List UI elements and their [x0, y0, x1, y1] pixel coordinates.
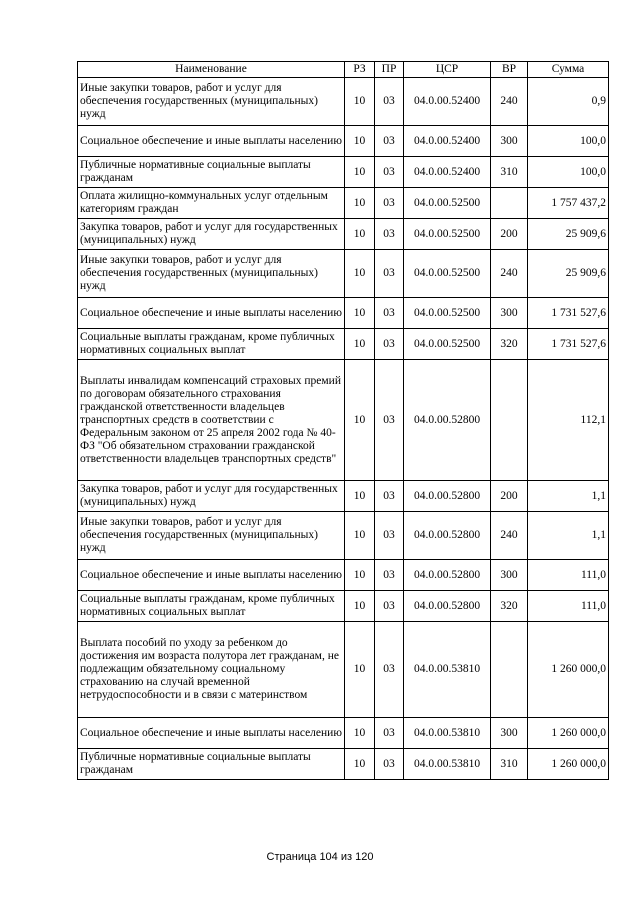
cell-sum: 1 731 527,6 — [528, 329, 609, 360]
cell-sum: 1 731 527,6 — [528, 298, 609, 329]
table-row — [78, 219, 609, 250]
cell-csr: 04.0.00.52500 — [404, 298, 491, 329]
table-row — [78, 250, 609, 298]
cell-sum: 25 909,6 — [528, 250, 609, 298]
cell-rz: 10 — [345, 188, 375, 219]
cell-pr: 03 — [375, 188, 404, 219]
cell-vr: 310 — [491, 749, 528, 780]
cell-csr: 04.0.00.52800 — [404, 591, 491, 622]
table-row — [78, 560, 609, 591]
cell-csr: 04.0.00.53810 — [404, 749, 491, 780]
cell-pr: 03 — [375, 360, 404, 481]
cell-name: Закупка товаров, работ и услуг для государственных (муниципальных) нужд — [78, 481, 345, 512]
cell-rz: 10 — [345, 749, 375, 780]
cell-rz: 10 — [345, 718, 375, 749]
header-rz: РЗ — [345, 62, 375, 78]
cell-rz: 10 — [345, 298, 375, 329]
cell-pr: 03 — [375, 718, 404, 749]
header-vr: ВР — [491, 62, 528, 78]
table-row — [78, 622, 609, 718]
cell-vr: 240 — [491, 512, 528, 560]
cell-csr: 04.0.00.52400 — [404, 157, 491, 188]
cell-csr: 04.0.00.52800 — [404, 560, 491, 591]
cell-vr: 300 — [491, 126, 528, 157]
cell-sum: 100,0 — [528, 126, 609, 157]
cell-rz: 10 — [345, 512, 375, 560]
cell-csr: 04.0.00.52500 — [404, 250, 491, 298]
cell-vr: 300 — [491, 298, 528, 329]
table-row — [78, 481, 609, 512]
header-sum: Сумма — [528, 62, 609, 78]
cell-pr: 03 — [375, 329, 404, 360]
cell-name: Публичные нормативные социальные выплаты гражданам — [78, 749, 345, 780]
cell-name: Выплаты инвалидам компенсаций страховых премий по договорам обязательного страхования гражданской ответственности владельцев транспортных средств в соответствии с Федеральным законом от 25 апреля 2002 года № 40-ФЗ "Об обязательном страховании гражданской ответственности владельцев транспортных средств" — [78, 360, 345, 481]
cell-pr: 03 — [375, 749, 404, 780]
cell-csr: 04.0.00.52800 — [404, 360, 491, 481]
cell-rz: 10 — [345, 219, 375, 250]
cell-rz: 10 — [345, 622, 375, 718]
cell-sum: 111,0 — [528, 560, 609, 591]
cell-rz: 10 — [345, 560, 375, 591]
cell-name: Иные закупки товаров, работ и услуг для обеспечения государственных (муниципальных) нужд — [78, 78, 345, 126]
cell-vr: 300 — [491, 718, 528, 749]
table-row — [78, 157, 609, 188]
cell-pr: 03 — [375, 219, 404, 250]
cell-name: Иные закупки товаров, работ и услуг для обеспечения государственных (муниципальных) нужд — [78, 250, 345, 298]
cell-name: Выплата пособий по уходу за ребенком до достижения им возраста полутора лет гражданам, не подлежащим обязательному социальному страхованию на случай временной нетрудоспособности и в связи с материнством — [78, 622, 345, 718]
page-number: Страница 104 из 120 — [266, 851, 374, 863]
cell-name: Иные закупки товаров, работ и услуг для обеспечения государственных (муниципальных) нужд — [78, 512, 345, 560]
table-row — [78, 126, 609, 157]
header-name: Наименование — [78, 62, 345, 78]
cell-pr: 03 — [375, 481, 404, 512]
cell-name: Закупка товаров, работ и услуг для государственных (муниципальных) нужд — [78, 219, 345, 250]
cell-vr: 200 — [491, 219, 528, 250]
cell-rz: 10 — [345, 157, 375, 188]
cell-pr: 03 — [375, 591, 404, 622]
cell-csr: 04.0.00.52800 — [404, 481, 491, 512]
table-row — [78, 360, 609, 481]
cell-sum: 1,1 — [528, 481, 609, 512]
cell-name: Социальные выплаты гражданам, кроме публичных нормативных социальных выплат — [78, 591, 345, 622]
table-row — [78, 718, 609, 749]
table-row — [78, 188, 609, 219]
header-csr: ЦСР — [404, 62, 491, 78]
cell-csr: 04.0.00.53810 — [404, 622, 491, 718]
cell-pr: 03 — [375, 78, 404, 126]
cell-csr: 04.0.00.52500 — [404, 219, 491, 250]
cell-name: Социальное обеспечение и иные выплаты населению — [78, 560, 345, 591]
cell-sum: 1 260 000,0 — [528, 718, 609, 749]
cell-sum: 100,0 — [528, 157, 609, 188]
cell-name: Оплата жилищно-коммунальных услуг отдельным категориям граждан — [78, 188, 345, 219]
cell-vr: 310 — [491, 157, 528, 188]
table-body — [78, 78, 609, 780]
cell-pr: 03 — [375, 157, 404, 188]
cell-vr — [491, 360, 528, 481]
cell-csr: 04.0.00.53810 — [404, 718, 491, 749]
cell-vr: 200 — [491, 481, 528, 512]
cell-csr: 04.0.00.52500 — [404, 329, 491, 360]
table-header — [78, 62, 609, 78]
cell-sum: 111,0 — [528, 591, 609, 622]
cell-rz: 10 — [345, 126, 375, 157]
cell-rz: 10 — [345, 591, 375, 622]
cell-sum: 1 757 437,2 — [528, 188, 609, 219]
cell-vr — [491, 188, 528, 219]
table-row — [78, 512, 609, 560]
cell-rz: 10 — [345, 329, 375, 360]
cell-csr: 04.0.00.52400 — [404, 78, 491, 126]
table-row — [78, 329, 609, 360]
cell-name: Социальные выплаты гражданам, кроме публичных нормативных социальных выплат — [78, 329, 345, 360]
cell-name: Социальное обеспечение и иные выплаты населению — [78, 298, 345, 329]
cell-rz: 10 — [345, 481, 375, 512]
cell-vr: 320 — [491, 591, 528, 622]
cell-name: Публичные нормативные социальные выплаты гражданам — [78, 157, 345, 188]
table-row — [78, 78, 609, 126]
table-row — [78, 591, 609, 622]
cell-sum: 1,1 — [528, 512, 609, 560]
header-pr: ПР — [375, 62, 404, 78]
table-row — [78, 298, 609, 329]
cell-pr: 03 — [375, 560, 404, 591]
budget-table — [77, 61, 609, 780]
cell-rz: 10 — [345, 360, 375, 481]
cell-name: Социальное обеспечение и иные выплаты населению — [78, 718, 345, 749]
table-row — [78, 749, 609, 780]
cell-rz: 10 — [345, 250, 375, 298]
cell-pr: 03 — [375, 250, 404, 298]
cell-csr: 04.0.00.52800 — [404, 512, 491, 560]
cell-vr: 320 — [491, 329, 528, 360]
cell-vr: 240 — [491, 78, 528, 126]
cell-pr: 03 — [375, 622, 404, 718]
cell-sum: 25 909,6 — [528, 219, 609, 250]
cell-csr: 04.0.00.52400 — [404, 126, 491, 157]
cell-pr: 03 — [375, 512, 404, 560]
cell-pr: 03 — [375, 298, 404, 329]
cell-vr: 240 — [491, 250, 528, 298]
cell-csr: 04.0.00.52500 — [404, 188, 491, 219]
cell-sum: 112,1 — [528, 360, 609, 481]
cell-vr — [491, 622, 528, 718]
cell-sum: 1 260 000,0 — [528, 622, 609, 718]
cell-sum: 0,9 — [528, 78, 609, 126]
cell-name: Социальное обеспечение и иные выплаты населению — [78, 126, 345, 157]
cell-sum: 1 260 000,0 — [528, 749, 609, 780]
cell-vr: 300 — [491, 560, 528, 591]
cell-pr: 03 — [375, 126, 404, 157]
cell-rz: 10 — [345, 78, 375, 126]
